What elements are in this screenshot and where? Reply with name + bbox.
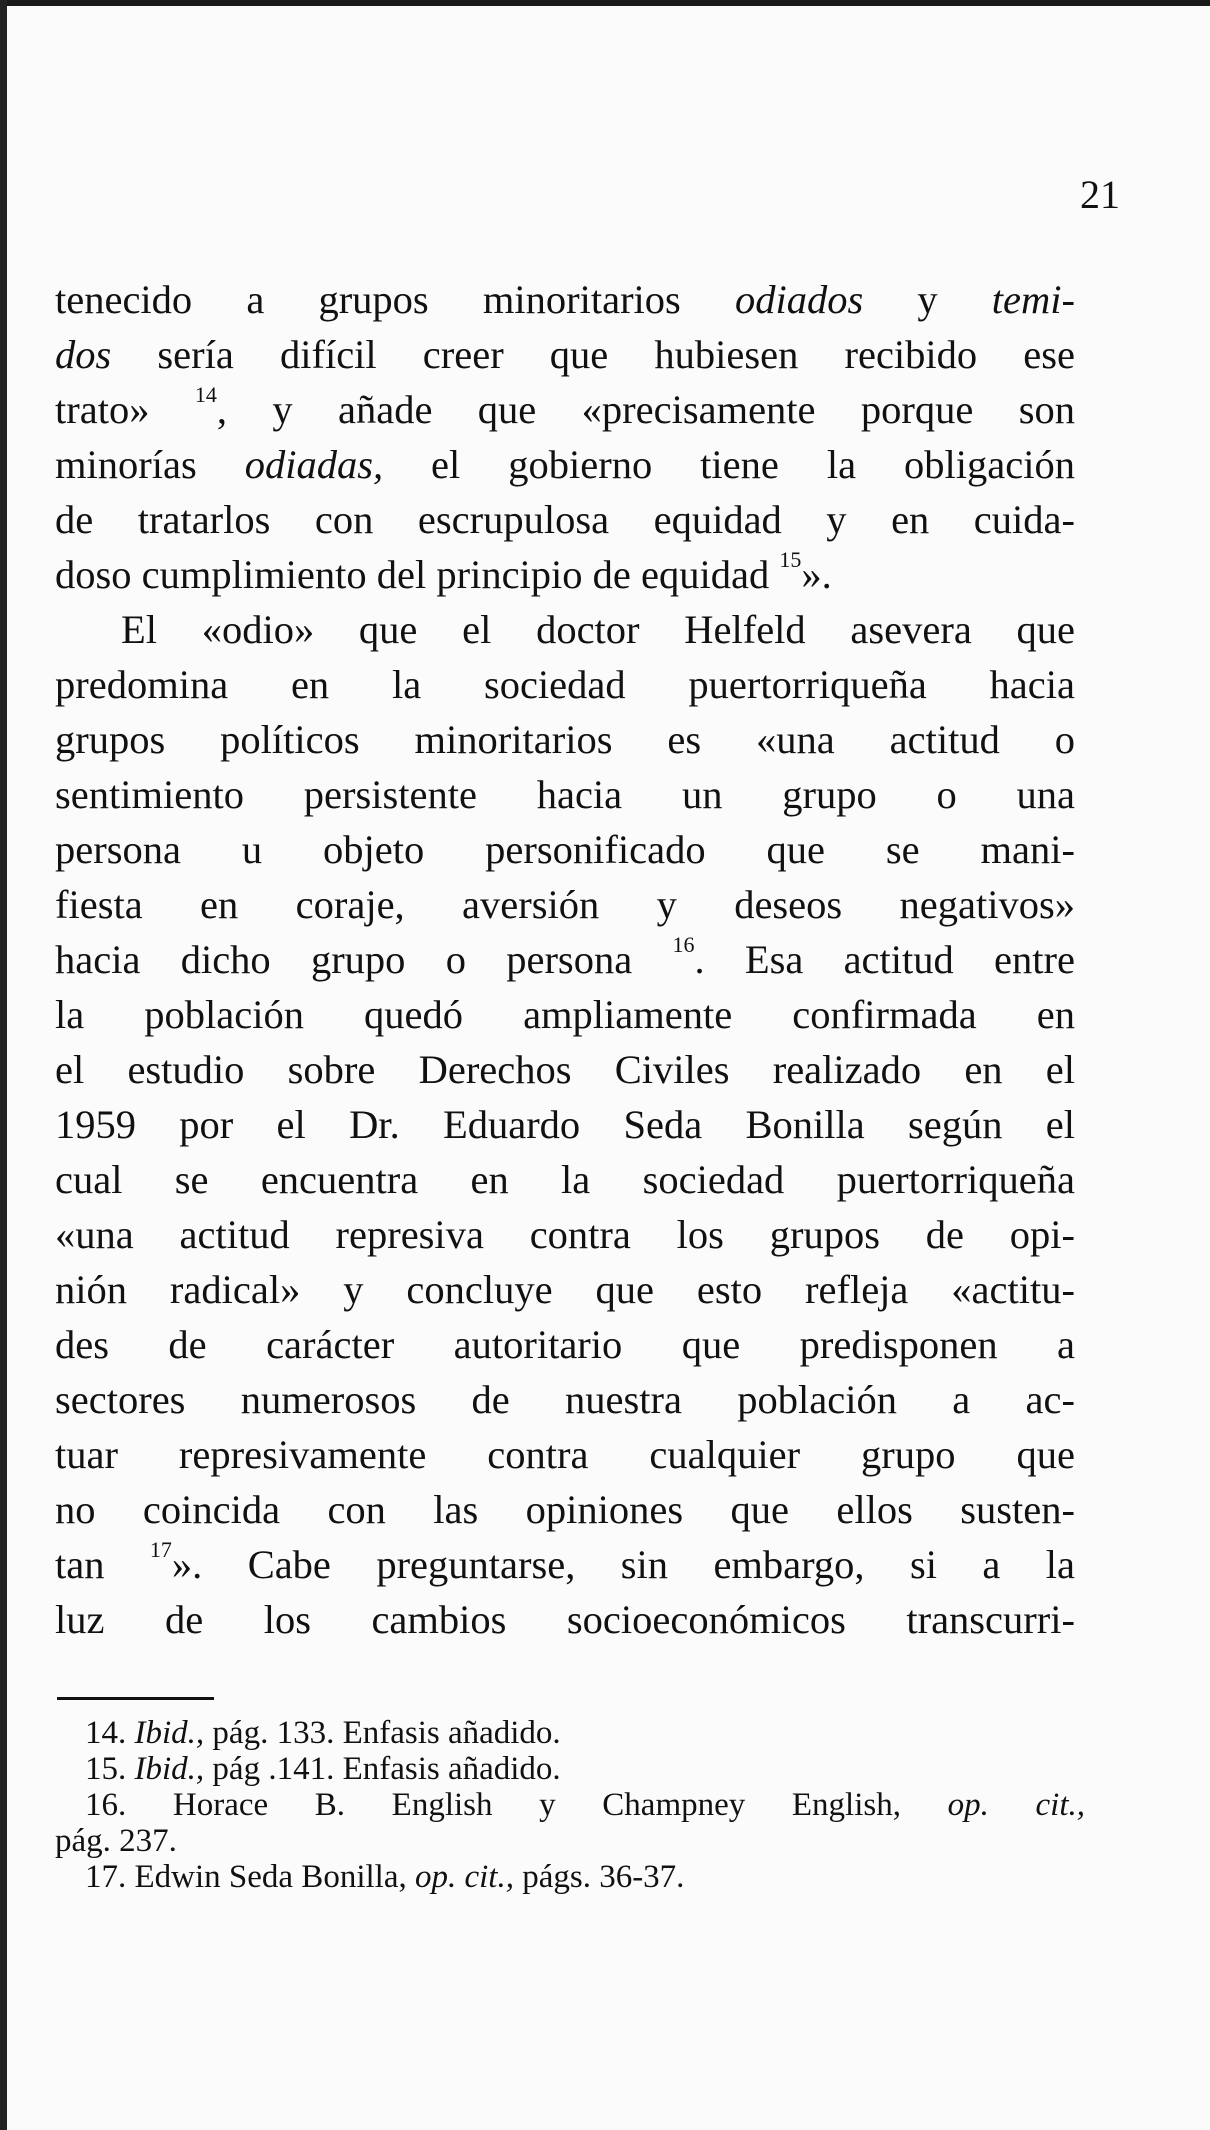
body-line — [55, 877, 1075, 932]
emphasized-text: Ibid., — [134, 1751, 205, 1787]
emphasized-text: dos — [55, 332, 112, 377]
body-line — [55, 822, 1075, 877]
body-line — [55, 1317, 1075, 1372]
emphasized-text: Ibid., — [134, 1715, 205, 1751]
left-page-edge — [0, 0, 7, 2130]
body-line — [55, 1537, 1075, 1592]
text-segment: 17. Edwin Seda Bonilla, — [85, 1859, 415, 1895]
footnote-line — [85, 1751, 1085, 1787]
text-segment: doso cumplimiento del principio de equidad — [55, 552, 780, 597]
footnote-line — [85, 1859, 1085, 1895]
body-line — [55, 1592, 1075, 1647]
body-line — [55, 1042, 1075, 1097]
emphasized-text: temi- — [991, 277, 1075, 322]
footnote-line — [55, 1823, 1085, 1859]
emphasized-text: odiadas, — [244, 442, 384, 487]
body-line — [55, 272, 1075, 327]
body-line — [55, 932, 1075, 987]
text-segment: persona u objeto personificado que se mani- — [55, 827, 1075, 872]
text-segment: fiesta en coraje, aversión y deseos negativos» — [55, 882, 1075, 927]
text-segment: págs. 36-37. — [513, 1859, 685, 1895]
text-segment: tuar represivamente contra cualquier grupo que — [55, 1432, 1075, 1477]
text-segment: no coincida con las opiniones que ellos susten- — [55, 1487, 1075, 1532]
text-segment: des de carácter autoritario que predisponen a — [55, 1322, 1075, 1367]
text-segment: cual se encuentra en la sociedad puertorriqueña — [55, 1157, 1075, 1202]
footnote-line — [85, 1715, 1085, 1751]
text-segment: , y añade que «precisamente porque son — [216, 387, 1076, 432]
text-segment: grupos políticos minoritarios es «una actitud o — [55, 717, 1075, 762]
text-segment: «una actitud represiva contra los grupos de opi- — [55, 1212, 1075, 1257]
text-segment: 14. — [85, 1715, 135, 1751]
text-segment: 15. — [85, 1751, 135, 1787]
footnote-line — [85, 1787, 1085, 1823]
text-segment: el gobierno tiene la obligación — [383, 442, 1075, 487]
footnote-reference: 15 — [779, 547, 802, 572]
body-line — [55, 437, 1075, 492]
body-line — [55, 1152, 1075, 1207]
text-segment: pág. 237. — [55, 1823, 177, 1859]
text-segment: hacia dicho grupo o persona — [55, 937, 673, 982]
text-segment: sentimiento persistente hacia un grupo o una — [55, 772, 1075, 817]
text-segment: y — [863, 277, 992, 322]
body-line — [55, 327, 1075, 382]
text-segment: sectores numerosos de nuestra población a ac- — [55, 1377, 1075, 1422]
text-segment: minorías — [55, 442, 245, 487]
text-segment: el estudio sobre Derechos Civiles realizado en el — [55, 1047, 1075, 1092]
text-segment: pág. 133. Enfasis añadido. — [204, 1715, 561, 1751]
text-segment: . Esa actitud entre — [694, 937, 1075, 982]
text-segment: ». — [801, 552, 832, 597]
text-segment: predomina en la sociedad puertorriqueña hacia — [55, 662, 1075, 707]
emphasized-text: odiados — [734, 277, 864, 322]
body-line — [55, 1427, 1075, 1482]
body-line — [55, 602, 1075, 657]
body-line — [55, 1482, 1075, 1537]
body-line — [55, 1097, 1075, 1152]
footnote-separator — [57, 1697, 214, 1700]
footnote-reference: 17 — [149, 1537, 172, 1562]
footnote-reference: 16 — [672, 932, 695, 957]
body-line — [55, 657, 1075, 712]
body-text — [55, 272, 1075, 1647]
emphasized-text: op. cit., — [947, 1787, 1086, 1823]
text-segment: nión radical» y concluye que esto refleja «actitu- — [55, 1267, 1075, 1312]
footnote-reference: 14 — [194, 382, 217, 407]
footnotes — [55, 1715, 1086, 1895]
text-segment: la población quedó ampliamente confirmada en — [55, 992, 1075, 1037]
body-line — [55, 1262, 1075, 1317]
text-segment: trato» — [55, 387, 195, 432]
text-segment: pág .141. Enfasis añadido. — [204, 1751, 561, 1787]
emphasized-text: op. cit., — [414, 1859, 514, 1895]
body-line — [55, 1207, 1075, 1262]
body-line — [55, 382, 1075, 437]
body-line — [55, 767, 1075, 822]
body-line — [55, 492, 1075, 547]
top-edge-rule — [0, 0, 1210, 6]
page-number: 21 — [1080, 172, 1120, 217]
body-line — [55, 1372, 1075, 1427]
text-segment: de tratarlos con escrupulosa equidad y en cuida- — [55, 497, 1075, 542]
text-segment: sería difícil creer que hubiesen recibido ese — [111, 332, 1075, 377]
body-line — [55, 987, 1075, 1042]
body-line — [55, 547, 1075, 602]
text-segment: luz de los cambios socioeconómicos transcurri- — [55, 1597, 1075, 1642]
body-line — [55, 712, 1075, 767]
text-segment: tan — [55, 1542, 150, 1587]
text-segment: 1959 por el Dr. Eduardo Seda Bonilla según el — [55, 1102, 1075, 1147]
text-segment: El «odio» que el doctor Helfeld asevera que — [121, 607, 1075, 652]
text-segment: 16. Horace B. English y Champney English, — [85, 1787, 948, 1823]
text-segment: ». Cabe preguntarse, sin embargo, si a la — [171, 1542, 1075, 1587]
text-segment: tenecido a grupos minoritarios — [55, 277, 735, 322]
